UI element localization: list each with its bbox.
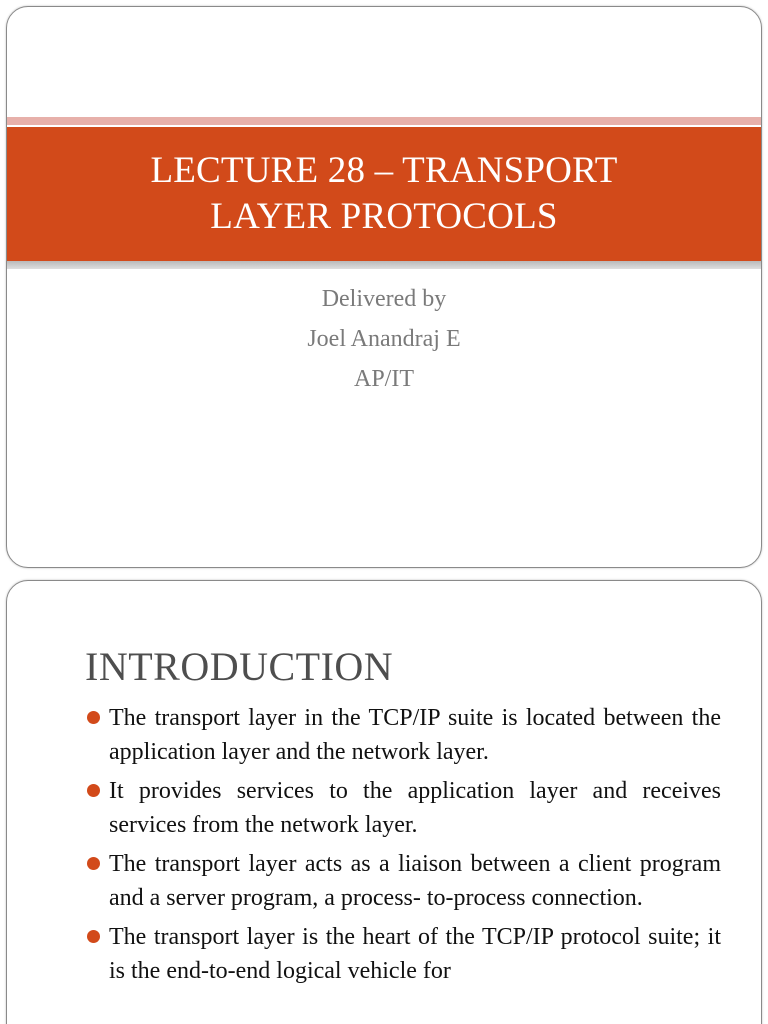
bullet-dot-icon [87,711,100,724]
bullet-dot-icon [87,784,100,797]
bullet-item [85,701,721,769]
title-band [7,117,761,269]
bullet-item [85,847,721,915]
bullet-dot-icon [87,857,100,870]
slide-heading: INTRODUCTION [85,644,394,689]
bullet-text: The transport layer in the TCP/IP suite is located between the application layer and the network layer. [109,705,721,765]
bullet-list [85,701,721,993]
bullet-text: The transport layer is the heart of the TCP/IP protocol suite; it is the end-to-end logical vehicle for [109,924,721,984]
introduction-slide [6,580,762,1024]
subtitle-presenter-name: Joel Anandraj E [307,326,461,352]
band-top-stripe [7,117,761,125]
bullet-item [85,774,721,842]
subtitle-delivered-by: Delivered by [321,286,447,312]
subtitle-designation: AP/IT [354,366,414,392]
bullet-text: The transport layer acts as a liaison between a client program and a server program, a process- to-process connection. [109,851,721,911]
slide-title-line-1: LECTURE 28 – TRANSPORT [150,150,618,191]
presenter-info [7,279,761,399]
bullet-item [85,920,721,988]
slide-title-line-2: LAYER PROTOCOLS [210,196,558,237]
bullet-dot-icon [87,930,100,943]
bullet-text: It provides services to the application layer and receives services from the network layer. [109,778,721,838]
title-banner [7,127,761,261]
title-slide [6,6,762,568]
band-bottom-stripe [7,261,761,269]
